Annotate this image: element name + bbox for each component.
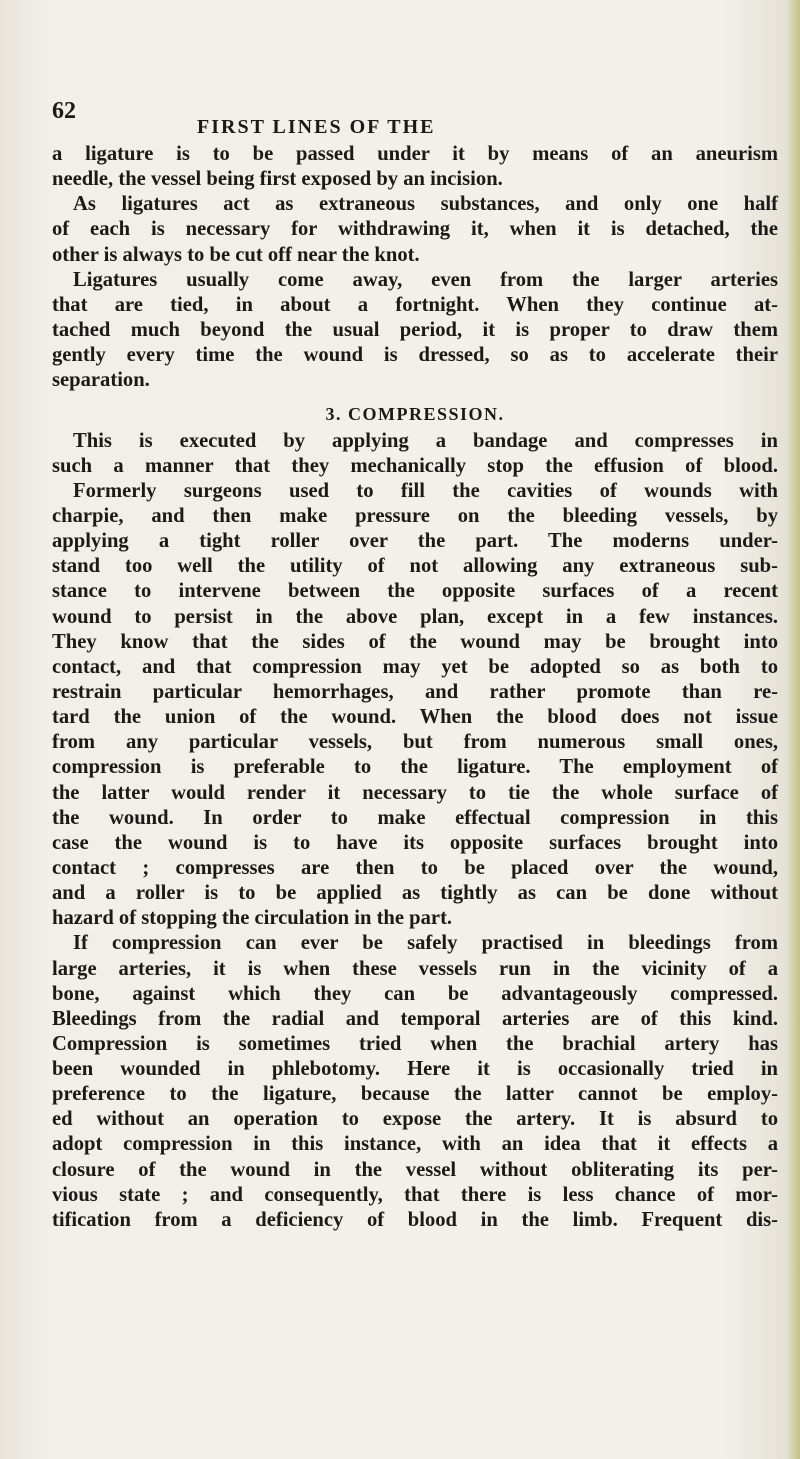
running-head: FIRST LINES OF THE [197,116,436,138]
text-line: of each is necessary for withdrawing it, when it is detached, the [52,218,778,241]
text-line: adopt compression in this instance, with an idea that it effects a [52,1133,778,1156]
text-line: As ligatures act as extraneous substances, and only one half [73,193,778,216]
page-number: 62 [52,98,76,124]
text-line: vious state ; and consequently, that there is less chance of mor- [52,1183,778,1206]
section-heading-compression: 3. COMPRESSION. [325,404,505,425]
text-line: gently every time the wound is dressed, so as to accelerate their [52,344,778,367]
text-line: wound to persist in the above plan, except in a few instances. [52,605,778,628]
text-line: a ligature is to be passed under it by means of an aneurism [52,143,778,165]
text-line: restrain particular hemorrhages, and rather promote than re- [52,680,778,703]
text-line: compression is preferable to the ligature. The employment of [52,756,778,779]
text-line: tification from a deficiency of blood in the limb. Frequent dis- [52,1208,778,1231]
text-line: other is always to be cut off near the knot. [52,243,420,266]
text-line: been wounded in phlebotomy. Here it is occasionally tried in [52,1058,778,1081]
page-edge-shadow [786,0,800,1459]
text-line: tard the union of the wound. When the blood does not issue [52,706,778,729]
text-line: case the wound is to have its opposite surfaces brought into [52,831,778,854]
text-line: Formerly surgeons used to fill the cavities of wounds with [73,479,778,502]
text-line: They know that the sides of the wound may be brought into [52,630,778,653]
text-line: contact, and that compression may yet be adopted so as both to [52,655,778,678]
body-text [52,142,778,1233]
text-line: stance to intervene between the opposite surfaces of a recent [52,580,778,603]
text-line: such a manner that they mechanically stop the effusion of blood. [52,454,778,477]
text-line: tached much beyond the usual period, it is proper to draw them [52,318,778,341]
text-line: applying a tight roller over the part. The moderns under- [52,530,778,553]
text-line: stand too well the utility of not allowing any extraneous sub- [52,555,778,578]
text-line: hazard of stopping the circulation in the part. [52,907,453,930]
text-line: that are tied, in about a fortnight. When they continue at- [52,293,778,316]
text-line: the latter would render it necessary to tie the whole surface of [52,781,778,804]
text-line: Bleedings from the radial and temporal arteries are of this kind. [52,1007,778,1030]
text-line: This is executed by applying a bandage and compresses in [73,429,778,452]
text-line: bone, against which they can be advantageously compressed. [52,982,778,1005]
text-line: closure of the wound in the vessel without obliterating its per- [52,1158,778,1181]
text-line: the wound. In order to make effectual compression in this [52,806,778,829]
text-line: charpie, and then make pressure on the bleeding vessels, by [52,504,778,527]
page-header [52,98,772,138]
text-line: from any particular vessels, but from numerous small ones, [52,731,778,754]
text-line: preference to the ligature, because the latter cannot be employ- [52,1083,778,1106]
text-line: Ligatures usually come away, even from the larger arteries [73,268,778,291]
text-line: If compression can ever be safely practised in bleedings from [73,932,778,955]
text-line: Compression is sometimes tried when the brachial artery has [52,1032,778,1055]
text-line: separation. [52,369,150,392]
text-line: contact ; compresses are then to be placed over the wound, [52,856,778,879]
text-line: and a roller is to be applied as tightly as can be done without [52,882,778,905]
text-line: ed without an operation to expose the artery. It is absurd to [52,1108,778,1131]
text-line: needle, the vessel being first exposed by an incision. [52,168,503,191]
text-line: large arteries, it is when these vessels run in the vicinity of a [52,957,778,980]
